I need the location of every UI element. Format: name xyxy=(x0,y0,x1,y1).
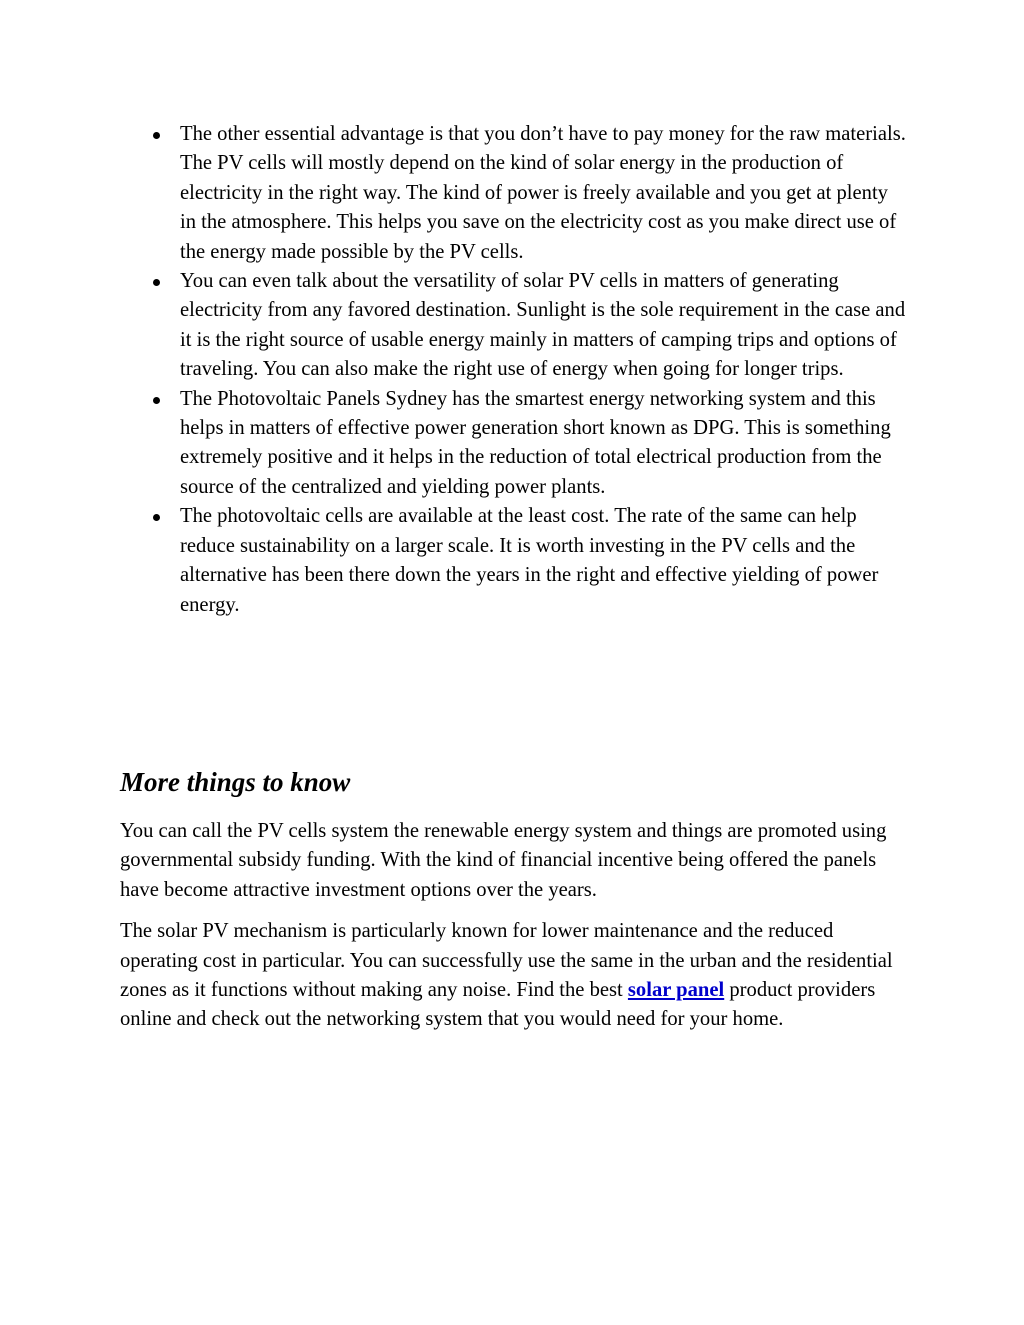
bullet-text: The Photovoltaic Panels Sydney has the smartest energy networking system and this helps in matters of effective power generation short known as DPG. This is something extremely positive and it helps in the reduction of total electrical production from the source of the centralized and yielding power plants. xyxy=(180,387,891,498)
bullet-dot-icon xyxy=(153,132,160,139)
bullet-dot-icon xyxy=(153,279,160,286)
more-things-section xyxy=(120,762,910,1047)
section-heading: More things to know xyxy=(120,767,351,797)
paragraph-text: product providers online and check out the networking system that you would need for your home. xyxy=(120,979,876,1031)
bullet-dot-icon xyxy=(153,514,160,521)
paragraph xyxy=(120,917,910,1035)
bullet-dot-icon xyxy=(153,397,160,404)
paragraph-text: The solar PV mechanism is particularly known for lower maintenance and the reduced operating cost in particular. You can successfully use the same in the urban and the residential zones as it functions without making any noise. Find the best xyxy=(120,920,893,1002)
bullet-text: The photovoltaic cells are available at the least cost. The rate of the same can help reduce sustainability on a larger scale. It is worth investing in the PV cells and the alternative has been there down the years in the right and effective yielding of power energy. xyxy=(180,505,879,616)
bullet-text: The other essential advantage is that you don’t have to pay money for the raw materials. The PV cells will mostly depend on the kind of solar energy in the production of electricity in the right way. The kind of power is freely available and you get at plenty in the atmosphere. This helps you save on the electricity cost as you make direct use of the energy made possible by the PV cells. xyxy=(180,123,906,263)
bullet-list xyxy=(148,120,908,620)
bullet-item xyxy=(148,267,908,385)
bullet-item xyxy=(148,385,908,503)
bullet-text: You can even talk about the versatility of solar PV cells in matters of generating electricity from any favored destination. Sunlight is the sole requirement in the case and it is the right source of usable energy mainly in matters of camping trips and options of traveling. You can also make the right use of energy when going for longer trips. xyxy=(180,270,906,381)
bullet-item xyxy=(148,502,908,620)
paragraph: You can call the PV cells system the renewable energy system and things are promoted using governmental subsidy funding. With the kind of financial incentive being offered the panels have become attractive investment options over the years. xyxy=(120,820,887,901)
bullet-item xyxy=(148,120,908,267)
solar-panel-link[interactable]: solar panel xyxy=(627,979,725,1002)
